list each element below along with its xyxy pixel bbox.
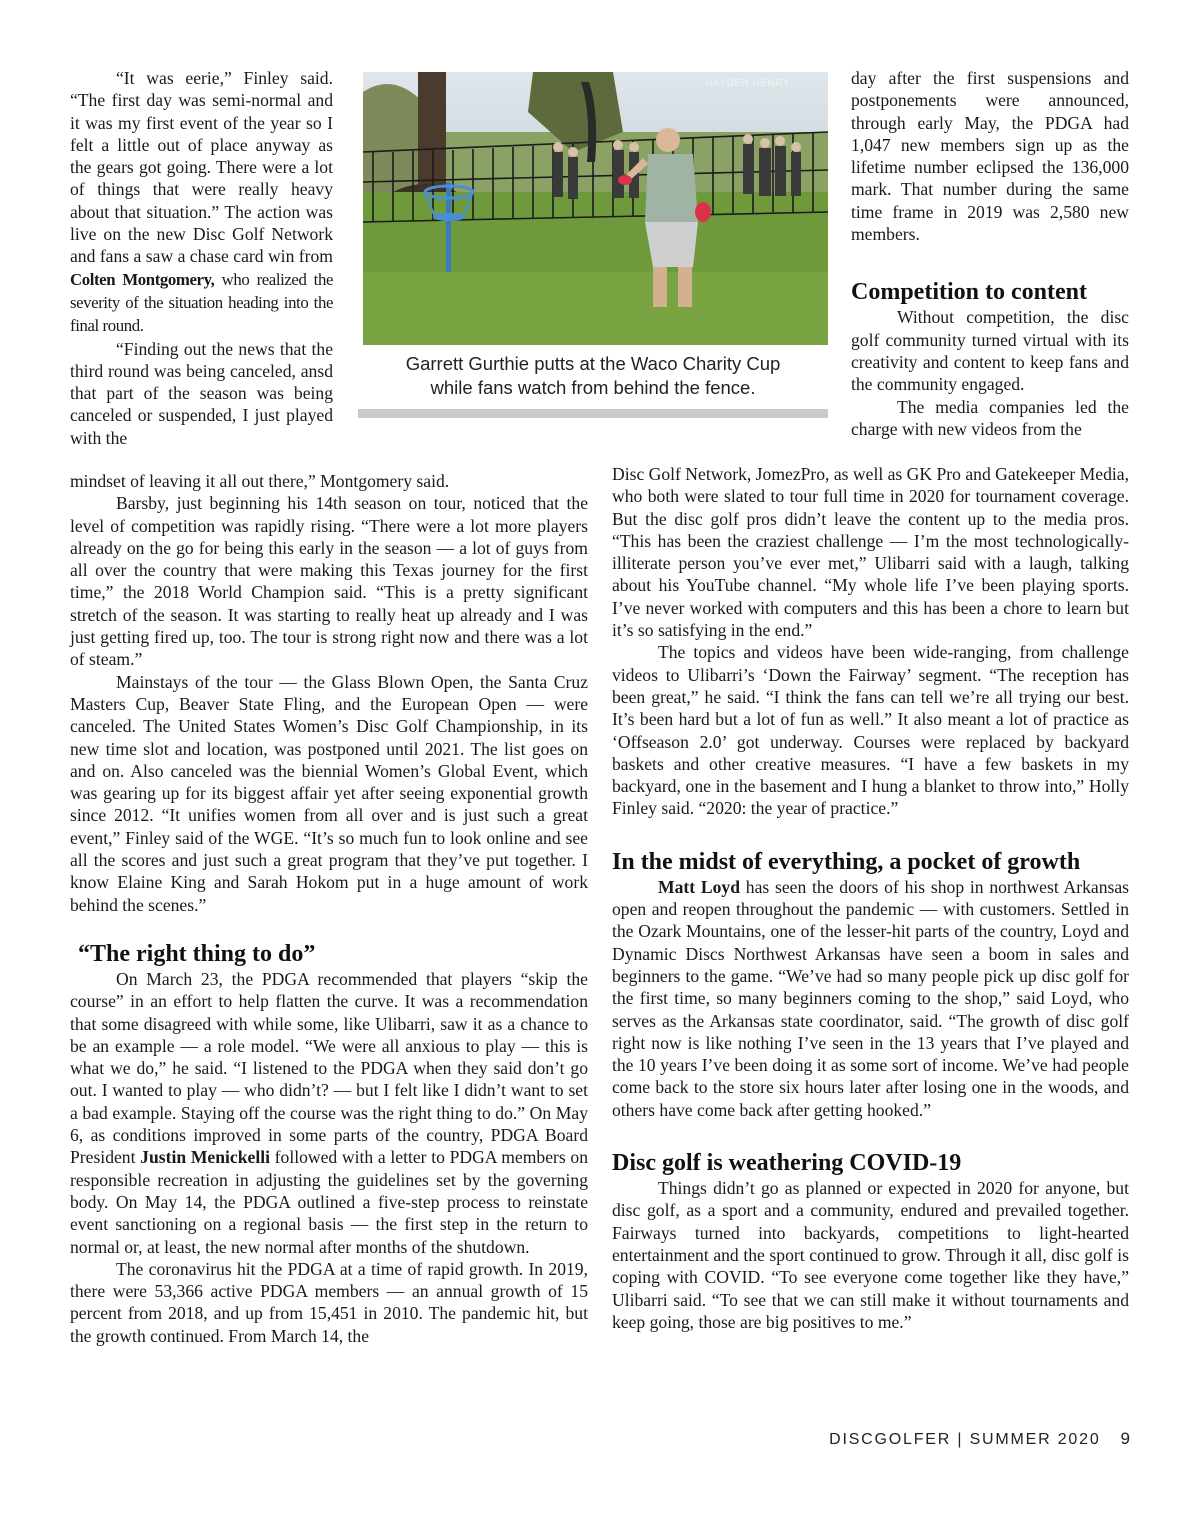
paragraph: mindset of leaving it all out there,” Montgomery said. xyxy=(70,471,450,491)
paragraph: “Finding out the news that the third round was being canceled, ansd that part of the season was being canceled or suspended, I just played with the xyxy=(70,338,333,448)
caption-rule xyxy=(358,409,828,418)
person-name: Justin Menickelli xyxy=(140,1147,270,1168)
left-column-top xyxy=(70,67,333,449)
paragraph: The media companies led the charge with new videos from the xyxy=(851,396,1129,439)
paragraph: Without competition, the disc golf community turned virtual with its creativity and content to keep fans and the community engaged. xyxy=(851,307,1129,395)
paragraph: The topics and videos have been wide-ranging, from challenge videos to Ulibarri’s ‘Down the Fairway’ segment. “The reception has been great,” he said. “I think the fans can tell we’re all trying our best. It’s been hard but a lot of fun as well.” It also meant a lot of practice as ‘Offseason 2.0’ got underway. Courses were replaced by backyard baskets and other creative measures. “I have a few baskets in my backyard, one in the basement and I hung a blanket to throw into,” Holly Finley said. “2020: the year of practice.” xyxy=(612,642,1129,819)
paragraph: Barsby, just beginning his 14th season on tour, noticed that the level of competition was rapidly rising. “There were a lot more players already on the go for being this early in the season — a lot of guys from all over the country that were making this Texas journey for the first time,” the 2018 World Champion said. “This is a pretty significant stretch of the season. It was starting to really heat up already and I was just getting fired up, too. The tour is strong right now and there was a lot of steam.” xyxy=(70,493,588,670)
section-heading: “The right thing to do” xyxy=(78,940,316,967)
photo-caption: Garrett Gurthie putts at the Waco Charity Cup while fans watch from behind the fence. xyxy=(405,353,781,398)
paragraph: Disc Golf Network, JomezPro, as well as GK Pro and Gatekeeper Media, who both were slated to tour full time in 2020 for tournament coverage. But the disc golf pros didn’t leave the content up to the media pros. “This has been the craziest challenge — I’m the most technologically-illiterate person you’ve ever met,” Ulibarri said with a laugh, talking about his YouTube channel. “My whole life I’ve been playing sports. I’ve never worked with computers and this has been a chore to learn but it’s so satisfying in the end.” xyxy=(612,464,1129,641)
section-heading: Disc golf is weathering COVID-19 xyxy=(612,1150,962,1177)
paragraph: The coronavirus hit the PDGA at a time of rapid growth. In 2019, there were 53,366 active PDGA members — an annual growth of 15 percent from 2018, and up from 15,451 in 2010. The pandemic hit, but the growth continued. From March 14, the xyxy=(70,1258,588,1346)
article-photo xyxy=(363,72,828,345)
right-column-main xyxy=(612,463,1129,1333)
publication-name: DISCGOLFER | SUMMER 2020 xyxy=(829,1431,1101,1448)
page-number: 9 xyxy=(1120,1429,1130,1448)
paragraph: On March 23, the PDGA recommended that players “skip the course” in an effort to help flatten the curve. It was a recommendation that some disagreed with while some, like Ulibarri, saw it as a chance to be an example — a role model. “We were all anxious to play — this is what we do,” he said. “I listened to the PDGA when they said don’t go out. I wanted to play — who didn’t? — but I felt like I didn’t want to set a bad example. Staying off the course was the right thing to do.” On May 6, as conditions improved in some parts of the country, PDGA Board President Justin Menickelli followed with a letter to PDGA members on responsible recreation in adjusting the guidelines set by the governing body. On May 14, the PDGA outlined a five-step process to reinstate event sanctioning on a regional basis — the first step in the return to normal or, at least, the new normal after months of the shutdown. xyxy=(70,968,588,1257)
page-footer xyxy=(829,1429,1130,1449)
disc-golf-scene-image xyxy=(363,72,828,345)
paragraph: “It was eerie,” Finley said. “The first day was semi-normal and it was my first event of the year so I felt a little out of place anyway as the gears got going. There were a lot of things that were really heavy about that situation.” The action was live on the new Disc Golf Network and fans a saw a chase card win from Colten Montgomery, who realized the severity of the situation heading into the final round. xyxy=(70,68,333,336)
section-heading: Competition to content xyxy=(851,279,1087,306)
paragraph: day after the first suspensions and postponements were announced, through early May, the PDGA had 1,047 new members sign up as the lifetime number eclipsed the 136,000 mark. That number during the same time frame in 2019 was 2,580 new members. xyxy=(851,68,1129,245)
paragraph: Things didn’t go as planned or expected in 2020 for anyone, but disc golf, as a sport and a community, endured and prevailed together. Fairways turned into backyards, competitions to light-hearted entertainment and the sport continued to grow. Through it all, disc golf is coping with COVID. “To see everyone come together like they have,” Ulibarri said. “To see that we can still make it without tournaments and keep going, those are big positives to me.” xyxy=(612,1178,1129,1332)
person-name: Colten Montgomery, xyxy=(70,269,215,289)
section-heading: In the midst of everything, a pocket of growth xyxy=(612,848,1081,875)
paragraph: Matt Loyd has seen the doors of his shop in northwest Arkansas open and reopen throughout the pandemic — with customers. Settled in the Ozark Mountains, one of the lesser-hit parts of the country, Loyd and Dynamic Discs Northwest Arkansas have seen a boom in sales and beginners to the game. “We’ve had so many people pick up disc golf for the first time, so many beginners coming to the shop,” said Loyd, who serves as the Arkansas state coordinator, said. “The growth of disc golf right now is like nothing I’ve seen in the 13 years that I’ve played and the 10 years I’ve been doing it as some sort of income. We’ve had people come back to the store six hours later after losing one in the woods, and others have come back after getting hooked.” xyxy=(612,876,1129,1120)
photo-credit: HAYDEN HENRY xyxy=(705,78,790,89)
person-name: Matt Loyd xyxy=(658,876,741,897)
paragraph: Mainstays of the tour — the Glass Blown Open, the Santa Cruz Masters Cup, Beaver State Fling, and the European Open — were canceled. The United States Women’s Disc Golf Championship, in its new time slot and location, was postponed until 2021. The list goes on and on. Also canceled was the biennial Women’s Global Event, which was gearing up for its biggest affair yet after seeing exponential growth since 2012. “It unifies women from all over and is just such a great event,” Finley said of the WGE. “It’s so much fun to look online and see all the scores and just such a great program that they’ve put together. I know Elaine King and Sarah Hokom put in a huge amount of work behind the scenes.” xyxy=(70,671,588,915)
left-column-main xyxy=(70,470,588,1347)
right-column-top xyxy=(851,67,1129,440)
